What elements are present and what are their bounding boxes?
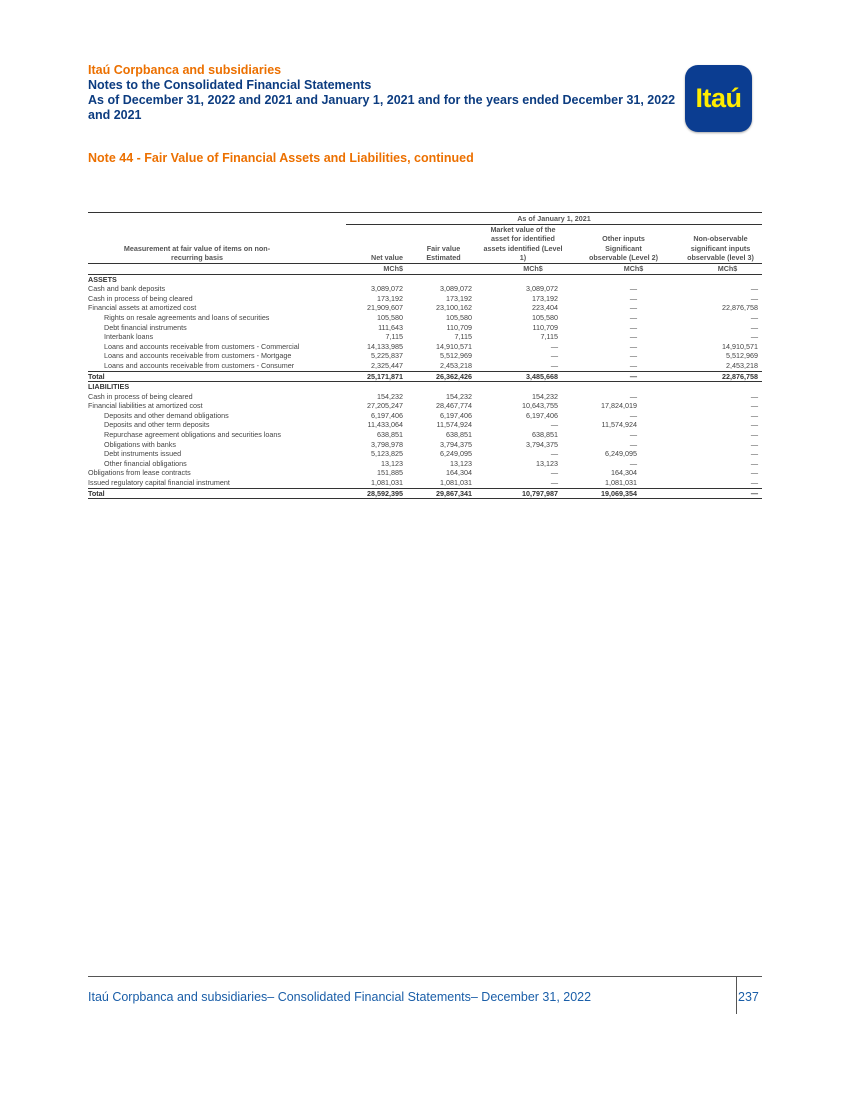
net-value: 28,592,395	[346, 488, 403, 499]
level3-value: 22,876,758	[722, 303, 758, 313]
fair-value: 110,709	[446, 322, 472, 332]
fair-value-table	[88, 212, 762, 499]
row-label: Debt instruments issued	[104, 449, 182, 459]
level1-value: 173,192	[532, 293, 558, 303]
row-label: Loans and accounts receivable from customers - Mortgage	[104, 351, 292, 361]
level1-value: 110,709	[532, 322, 558, 332]
level2-value: —	[629, 312, 637, 322]
level2-value: —	[629, 303, 637, 313]
level3-value: 22,876,758	[673, 371, 762, 382]
row-label: Debt financial instruments	[104, 322, 187, 332]
row-label: Cash in process of being cleared	[88, 391, 193, 401]
fair-value: 7,115	[454, 332, 472, 342]
table-row	[88, 361, 762, 371]
level1-value: —	[550, 449, 558, 459]
level2-value: —	[629, 284, 637, 294]
net-value: 5,225,837	[371, 351, 403, 361]
row-label: Financial assets at amortized cost	[88, 303, 197, 313]
assets-section	[88, 274, 762, 382]
level3-value: —	[750, 401, 758, 411]
level1-value: —	[550, 420, 558, 430]
row-label: Deposits and other term deposits	[104, 420, 210, 430]
level2-value: —	[629, 332, 637, 342]
level3-value: —	[750, 468, 758, 478]
header-line-2: As of December 31, 2022 and 2021 and January 1, 2021 and for the years ended December 31, 2022	[88, 93, 676, 107]
net-value: 173,192	[377, 293, 403, 303]
level1-value: 154,232	[532, 391, 558, 401]
table-row	[88, 351, 762, 361]
net-value: 3,798,978	[371, 439, 403, 449]
level3-value: —	[750, 293, 758, 303]
table-row	[88, 401, 762, 411]
fair-value: 14,910,571	[436, 341, 472, 351]
level3-value: 14,910,571	[722, 341, 758, 351]
table-row	[88, 323, 762, 333]
net-value: 21,909,607	[367, 303, 403, 313]
level3-value: —	[750, 284, 758, 294]
level1-value: —	[550, 360, 558, 370]
level3-value: 5,512,969	[726, 351, 758, 361]
fair-value: 173,192	[446, 293, 472, 303]
fair-value: 3,794,375	[440, 439, 472, 449]
net-value: 2,325,447	[371, 360, 403, 370]
table-row	[88, 313, 762, 323]
level3-value: —	[750, 322, 758, 332]
table-row	[88, 294, 762, 304]
net-value: 111,643	[378, 322, 403, 332]
row-label: Total	[88, 371, 346, 382]
level2-value: 6,249,095	[605, 449, 637, 459]
level2-value: —	[629, 439, 637, 449]
net-value: 5,123,825	[371, 449, 403, 459]
level1-value: 7,115	[540, 332, 558, 342]
level2-value: —	[629, 341, 637, 351]
row-label: Interbank loans	[104, 332, 154, 342]
fair-value: 2,453,218	[440, 360, 472, 370]
level1-value: 6,197,406	[526, 410, 558, 420]
table-row	[88, 284, 762, 294]
level2-value: —	[629, 430, 637, 440]
company-name: Itaú Corpbanca and subsidiaries	[88, 63, 282, 77]
level1-value: 105,580	[532, 312, 558, 322]
level2-value: —	[574, 371, 673, 382]
row-label: Total	[88, 488, 346, 499]
fair-value: 28,467,774	[436, 401, 472, 411]
row-label: Issued regulatory capital financial instrument	[88, 478, 230, 488]
level1-value: 10,643,755	[522, 401, 558, 411]
level1-value: —	[550, 468, 558, 478]
level3-value: 2,453,218	[726, 360, 758, 370]
level2-value: 11,574,924	[601, 420, 637, 430]
row-label: Loans and accounts receivable from customers - Consumer	[104, 360, 295, 370]
fair-value: 3,089,072	[440, 284, 472, 294]
note-title: Note 44 - Fair Value of Financial Assets and Liabilities, continued	[88, 151, 474, 165]
fair-value: 29,867,341	[403, 488, 472, 499]
unit-level1: MCh$	[472, 263, 574, 274]
level1-value: —	[550, 341, 558, 351]
level2-value: —	[629, 360, 637, 370]
table-row	[88, 449, 762, 459]
col-header-level3: Non-observable significant inputs observable (level 3)	[687, 234, 754, 263]
level3-value: —	[750, 430, 758, 440]
page-header	[88, 63, 688, 123]
header-line-1: Notes to the Consolidated Financial Statements	[88, 78, 372, 92]
level1-value: —	[550, 351, 558, 361]
unit-net: MCh$	[346, 263, 403, 274]
group-header: As of January 1, 2021	[346, 213, 762, 225]
liabilities-title: LIABILITIES	[88, 382, 130, 392]
table-row	[88, 342, 762, 352]
itau-logo	[685, 65, 752, 132]
total-row	[88, 371, 762, 382]
col-header-level2: Other inputs Significant observable (Level 2)	[588, 234, 659, 263]
table-row	[88, 478, 762, 488]
fair-value: 6,197,406	[440, 410, 472, 420]
net-value: 3,089,072	[371, 284, 403, 294]
assets-title: ASSETS	[88, 274, 117, 284]
fair-value: 6,249,095	[440, 449, 472, 459]
net-value: 11,433,064	[367, 420, 403, 430]
table-row	[88, 459, 762, 469]
row-label: Loans and accounts receivable from customers - Commercial	[104, 341, 300, 351]
level3-value: —	[750, 420, 758, 430]
table-row	[88, 411, 762, 421]
level1-value: 223,404	[532, 303, 558, 313]
table-row	[88, 392, 762, 402]
level3-value: —	[750, 410, 758, 420]
unit-level3: MCh$	[673, 263, 762, 274]
level1-value: 3,485,668	[472, 371, 574, 382]
table-row	[88, 430, 762, 440]
level2-value: 17,824,019	[601, 401, 637, 411]
fair-value: 1,081,031	[440, 478, 472, 488]
net-value: 7,115	[385, 332, 403, 342]
row-label: Rights on resale agreements and loans of securities	[104, 312, 270, 322]
level2-value: 1,081,031	[605, 478, 637, 488]
row-label: Obligations from lease contracts	[88, 468, 191, 478]
level2-value: —	[629, 410, 637, 420]
fair-value: 13,123	[450, 458, 472, 468]
level1-value: —	[550, 478, 558, 488]
level1-value: 13,123	[536, 458, 558, 468]
level1-value: 3,089,072	[526, 284, 558, 294]
fair-value: 5,512,969	[440, 351, 472, 361]
level3-value: —	[750, 439, 758, 449]
fair-value: 164,304	[446, 468, 472, 478]
level2-value: —	[629, 458, 637, 468]
level1-value: 3,794,375	[526, 439, 558, 449]
fair-value: 105,580	[446, 312, 472, 322]
fair-value: 154,232	[446, 391, 472, 401]
fair-value: 23,100,162	[436, 303, 472, 313]
unit-fair	[403, 263, 472, 274]
row-label: Other financial obligations	[104, 458, 187, 468]
col-header-fair: Fair value Estimated	[426, 243, 461, 263]
header-line-3: and 2021	[88, 108, 142, 122]
net-value: 151,885	[377, 468, 403, 478]
logo-text: Itaú	[695, 83, 742, 113]
net-value: 105,580	[377, 312, 403, 322]
table-row	[88, 420, 762, 430]
table-row	[88, 468, 762, 478]
footer-text: Itaú Corpbanca and subsidiaries– Consolidated Financial Statements– December 31, 2022	[88, 990, 592, 1004]
level3-value: —	[750, 458, 758, 468]
net-value: 154,232	[377, 391, 403, 401]
row-label: Cash in process of being cleared	[88, 293, 193, 303]
table-row	[88, 440, 762, 450]
net-value: 13,123	[381, 458, 403, 468]
row-label: Financial liabilities at amortized cost	[88, 401, 203, 411]
table-row	[88, 332, 762, 342]
level1-value: 10,797,987	[472, 488, 574, 499]
liabilities-section	[88, 382, 762, 499]
level3-value: —	[750, 391, 758, 401]
total-row	[88, 488, 762, 499]
row-label: Cash and bank deposits	[88, 284, 166, 294]
row-label: Deposits and other demand obligations	[104, 410, 229, 420]
fair-value: 26,362,426	[403, 371, 472, 382]
level3-value: —	[750, 312, 758, 322]
row-label: Repurchase agreement obligations and securities loans	[104, 430, 281, 440]
level2-value: —	[629, 322, 637, 332]
col-header-net: Net value	[371, 253, 403, 263]
col-header-label: Measurement at fair value of items on non-recurring basis	[123, 243, 271, 263]
unit-level2: MCh$	[574, 263, 673, 274]
fair-value: 638,851	[446, 430, 472, 440]
level3-value: —	[673, 488, 762, 499]
level2-value: —	[629, 391, 637, 401]
level2-value: 164,304	[611, 468, 637, 478]
level2-value: —	[629, 351, 637, 361]
table-row	[88, 303, 762, 313]
footer-vertical-divider	[736, 976, 737, 1014]
level2-value: —	[629, 293, 637, 303]
level3-value: —	[750, 449, 758, 459]
net-value: 27,205,247	[367, 401, 403, 411]
level3-value: —	[750, 332, 758, 342]
col-header-level1: Market value of the asset for identified assets identified (Level 1)	[483, 224, 563, 263]
net-value: 25,171,871	[346, 371, 403, 382]
net-value: 14,133,985	[367, 341, 403, 351]
level3-value: —	[750, 478, 758, 488]
fair-value-table-container	[88, 212, 762, 499]
level1-value: 638,851	[532, 430, 558, 440]
row-label: Obligations with banks	[104, 439, 176, 449]
page-number: 237	[738, 990, 759, 1004]
net-value: 1,081,031	[371, 478, 403, 488]
footer-divider	[88, 976, 762, 977]
fair-value: 11,574,924	[436, 420, 472, 430]
net-value: 638,851	[377, 430, 403, 440]
level2-value: 19,069,354	[574, 488, 673, 499]
net-value: 6,197,406	[371, 410, 403, 420]
